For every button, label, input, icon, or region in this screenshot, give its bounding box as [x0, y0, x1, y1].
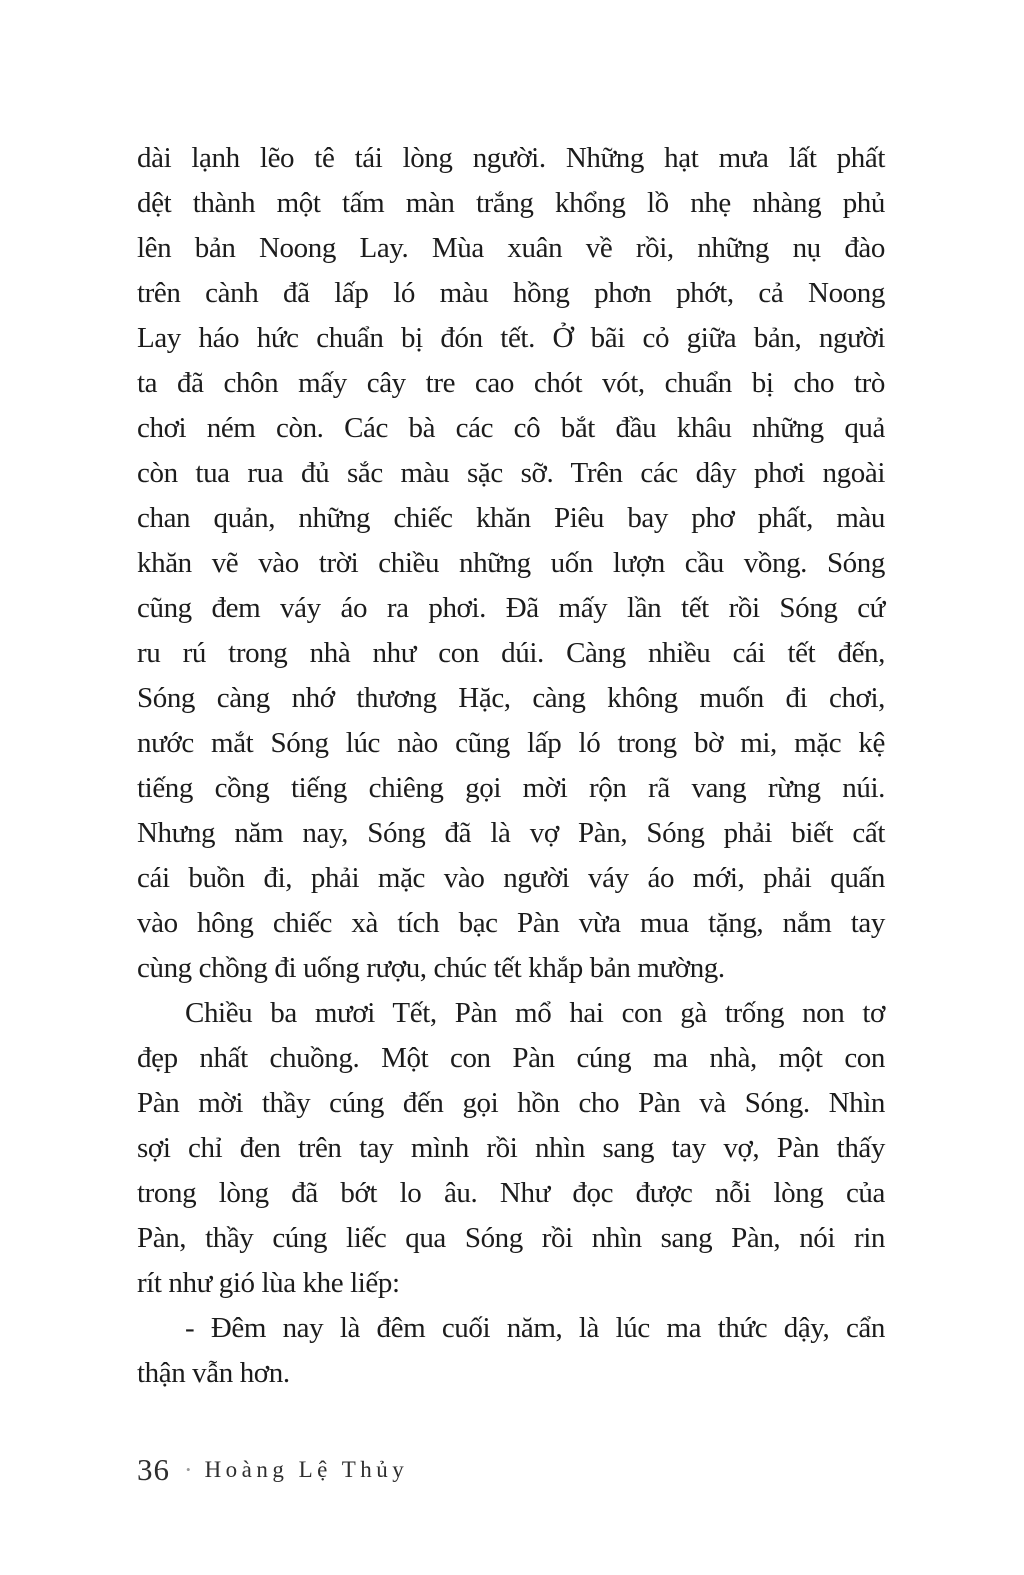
text-block — [137, 136, 885, 1396]
text-line: ta đã chôn mấy cây tre cao chót vót, chuẩn bị cho trò — [137, 367, 885, 399]
author-name: Hoàng Lệ Thủy — [204, 1457, 409, 1482]
text-line: khăn vẽ vào trời chiều những uốn lượn cầu vồng. Sóng — [137, 547, 885, 579]
text-line: nước mắt Sóng lúc nào cũng lấp ló trong bờ mi, mặc kệ — [137, 727, 885, 759]
text-line: lên bản Noong Lay. Mùa xuân về rồi, những nụ đào — [137, 232, 885, 264]
text-line: Nhưng năm nay, Sóng đã là vợ Pàn, Sóng phải biết cất — [137, 817, 885, 849]
text-line: Chiều ba mươi Tết, Pàn mổ hai con gà trống non tơ — [185, 997, 885, 1029]
text-line: Pàn, thầy cúng liếc qua Sóng rồi nhìn sang Pàn, nói rin — [137, 1222, 885, 1254]
text-line: cũng đem váy áo ra phơi. Đã mấy lần tết rồi Sóng cứ — [137, 592, 885, 624]
text-line: trong lòng đã bớt lo âu. Như đọc được nỗi lòng của — [137, 1177, 885, 1209]
text-line: Lay háo hức chuẩn bị đón tết. Ở bãi cỏ giữa bản, người — [137, 322, 885, 354]
page-footer — [137, 1452, 885, 1488]
text-line: chan quản, những chiếc khăn Piêu bay phơ phất, màu — [137, 502, 885, 534]
text-line: Pàn mời thầy cúng đến gọi hồn cho Pàn và Sóng. Nhìn — [137, 1087, 885, 1119]
text-line: ru rú trong nhà như con dúi. Càng nhiều cái tết đến, — [137, 637, 885, 669]
text-line: - Đêm nay là đêm cuối năm, là lúc ma thức dậy, cẩn — [185, 1312, 885, 1344]
footer-separator-dot: • — [186, 1462, 191, 1477]
text-line: cùng chồng đi uống rượu, chúc tết khắp bản mường. — [137, 952, 725, 984]
text-line: cái buồn đi, phải mặc vào người váy áo mới, phải quấn — [137, 862, 885, 894]
text-line: sợi chỉ đen trên tay mình rồi nhìn sang tay vợ, Pàn thấy — [137, 1132, 885, 1164]
text-line: vào hông chiếc xà tích bạc Pàn vừa mua tặng, nắm tay — [137, 907, 885, 939]
text-line: chơi ném còn. Các bà các cô bắt đầu khâu những quả — [137, 412, 885, 444]
text-line: đẹp nhất chuồng. Một con Pàn cúng ma nhà, một con — [137, 1042, 885, 1074]
text-line: trên cành đã lấp ló màu hồng phơn phớt, cả Noong — [137, 277, 885, 309]
text-line: rít như gió lùa khe liếp: — [137, 1267, 400, 1299]
page-number: 36 — [137, 1452, 170, 1487]
text-line: dệt thành một tấm màn trắng khổng lồ nhẹ nhàng phủ — [137, 187, 885, 219]
text-line: còn tua rua đủ sắc màu sặc sỡ. Trên các dây phơi ngoài — [137, 457, 885, 489]
text-line: tiếng cồng tiếng chiêng gọi mời rộn rã vang rừng núi. — [137, 772, 885, 804]
text-line: dài lạnh lẽo tê tái lòng người. Những hạt mưa lất phất — [137, 142, 885, 174]
text-line: Sóng càng nhớ thương Hặc, càng không muốn đi chơi, — [137, 682, 885, 714]
text-line: thận vẫn hơn. — [137, 1357, 290, 1389]
